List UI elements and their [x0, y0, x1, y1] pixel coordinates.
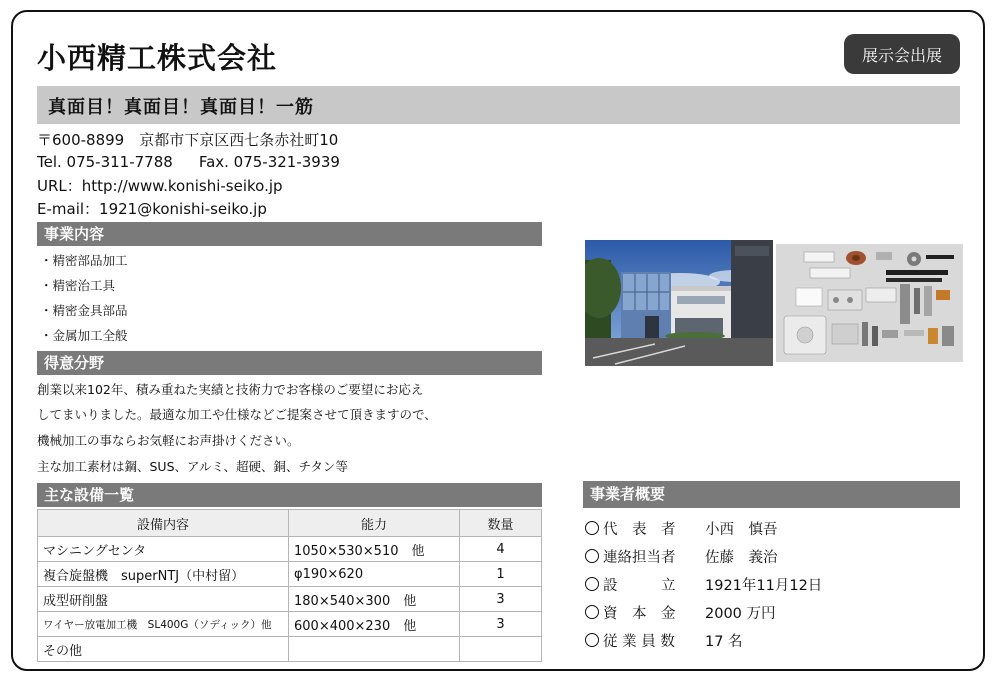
table-row: [38, 637, 542, 662]
table-row: [38, 537, 542, 562]
business-section-title: 事業内容: [37, 222, 542, 246]
machined-parts-photo: [776, 244, 963, 362]
equipment-capacity: 180×540×300 他: [289, 587, 460, 612]
circle-bullet-icon: [585, 549, 599, 563]
equipment-section-title: 主な設備一覧: [37, 483, 542, 507]
equipment-capacity: 600×400×230 他: [289, 612, 460, 637]
equipment-name: 成型研削盤: [38, 587, 289, 612]
equipment-capacity: φ190×620: [289, 562, 460, 587]
overview-label: 従 業 員 数: [603, 634, 675, 650]
overview-row: [585, 574, 822, 595]
equipment-quantity: 4: [460, 537, 542, 562]
equipment-name: 複合旋盤機 superNTJ（中村留）: [38, 562, 289, 587]
strengths-line: してまいりました。最適な加工や仕様などご提案させて頂きますので、: [37, 407, 437, 422]
factory-building-image: [585, 240, 773, 366]
overview-section-title: 事業者概要: [583, 481, 960, 508]
overview-row: [585, 630, 743, 651]
table-row: [38, 562, 542, 587]
overview-label: 資 本 金: [603, 606, 676, 622]
circle-bullet-icon: [585, 633, 599, 647]
overview-row: [585, 518, 778, 539]
tel: Tel. 075-311-7788: [37, 153, 173, 171]
column-header: 数量: [460, 510, 542, 537]
equipment-capacity: 1050×530×510 他: [289, 537, 460, 562]
company-name: 小西精工株式会社: [37, 41, 278, 75]
business-item: ・精密治工具: [40, 278, 116, 293]
circle-bullet-icon: [585, 605, 599, 619]
business-item: ・金属加工全般: [40, 328, 128, 343]
business-item: ・精密部品加工: [40, 253, 128, 268]
overview-value: 小西 慎吾: [705, 522, 778, 538]
overview-label: 設 立: [603, 578, 676, 594]
overview-value: 17 名: [705, 634, 743, 650]
fax: Fax. 075-321-3939: [198, 153, 340, 171]
machined-parts-image: [776, 244, 963, 362]
table-row: [38, 587, 542, 612]
circle-bullet-icon: [585, 577, 599, 591]
equipment-quantity: 3: [460, 612, 542, 637]
table-header-row: [38, 510, 542, 537]
email: E-mail：1921@konishi-seiko.jp: [37, 200, 267, 218]
column-header: 設備内容: [38, 510, 289, 537]
equipment-table: [37, 509, 542, 662]
strengths-section-title: 得意分野: [37, 351, 542, 375]
overview-value: 2000 万円: [705, 606, 776, 622]
equipment-quantity: [460, 637, 542, 662]
overview-row: [585, 546, 778, 567]
equipment-quantity: 1: [460, 562, 542, 587]
strengths-line: 機械加工の事ならお気軽にお声掛けください。: [37, 433, 300, 448]
equipment-name: マシニングセンタ: [38, 537, 289, 562]
column-header: 能力: [289, 510, 460, 537]
overview-row: [585, 602, 776, 623]
strengths-line: 主な加工素材は鋼、SUS、アルミ、超硬、銅、チタン等: [37, 459, 348, 474]
phone-fax-line: [37, 153, 340, 171]
equipment-capacity: [289, 637, 460, 662]
overview-value: 佐藤 義治: [705, 550, 778, 566]
slogan: 真面目！真面目！真面目！一筋: [48, 97, 314, 118]
address: 〒600-8899 京都市下京区西七条赤社町10: [37, 131, 339, 149]
exhibition-badge: 展示会出展: [844, 34, 960, 74]
website-url: URL：http://www.konishi-seiko.jp: [37, 177, 283, 195]
equipment-name: その他: [38, 637, 289, 662]
table-row: [38, 612, 542, 637]
overview-label: 連絡担当者: [603, 550, 676, 566]
business-item: ・精密金具部品: [40, 303, 128, 318]
equipment-quantity: 3: [460, 587, 542, 612]
circle-bullet-icon: [585, 521, 599, 535]
overview-label: 代 表 者: [603, 522, 676, 538]
strengths-line: 創業以来102年、積み重ねた実績と技術力でお客様のご要望にお応え: [37, 382, 424, 397]
equipment-name: ワイヤー放電加工機 SL400G（ソディック）他: [38, 612, 289, 637]
overview-value: 1921年11月12日: [705, 578, 823, 594]
factory-building-photo: [585, 240, 773, 366]
